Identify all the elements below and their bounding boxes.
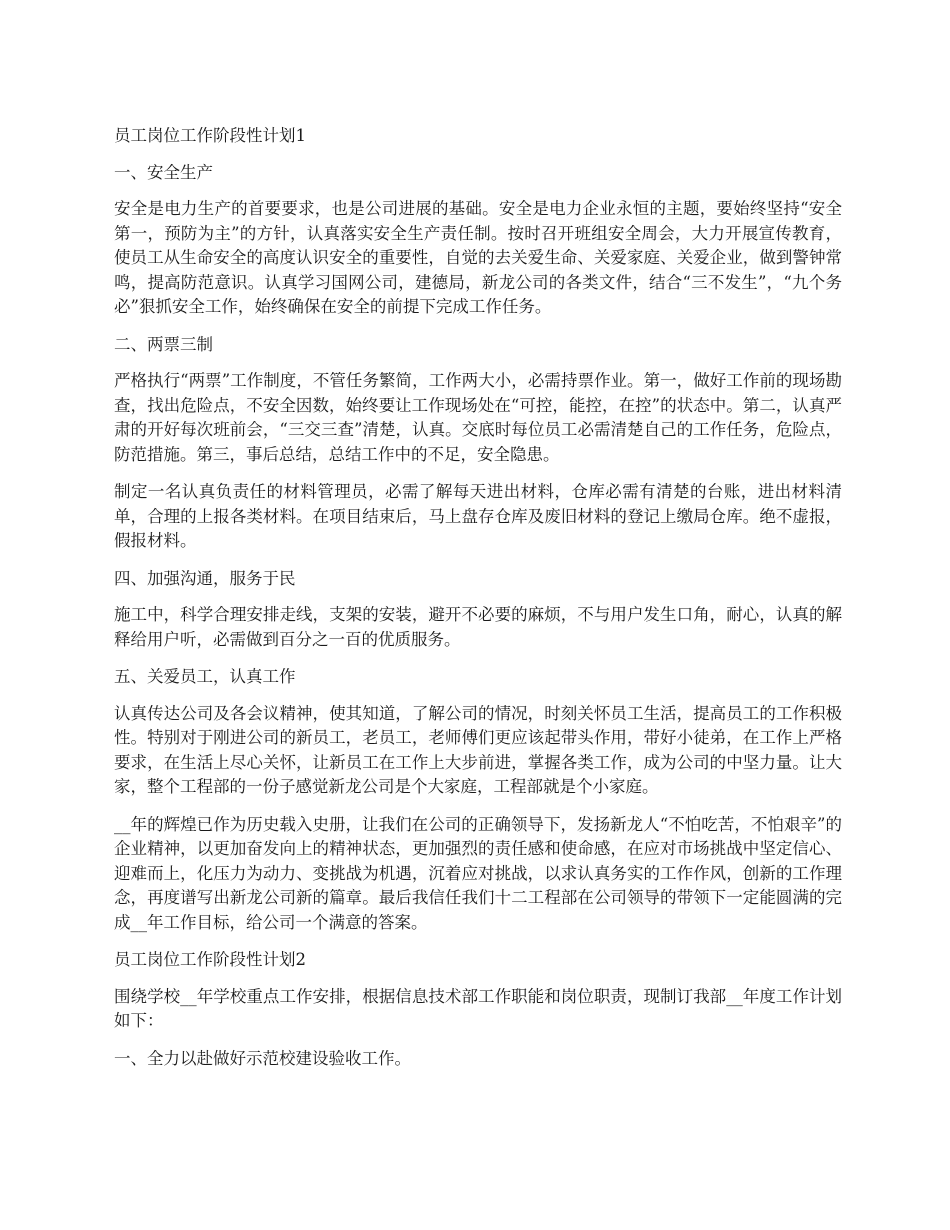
document-title-1: 员工岗位工作阶段性计划1: [114, 126, 306, 145]
document-title-2: 员工岗位工作阶段性计划2: [114, 950, 306, 969]
paragraph-materials: 制定一名认真负责任的材料管理员，必需了解每天进出材料，仓库必需有清楚的台账，进出材料清单，合理的上报各类材料。在项目结束后，马上盘存仓库及废旧材料的登记上缴局仓库。绝不虚报，假报材料。: [114, 482, 842, 550]
paragraph-communication: 施工中，科学合理安排走线，支架的安装，避开不必要的麻烦，不与用户发生口角，耐心，认真的解释给用户听，必需做到百分之一百的优质服务。: [114, 605, 842, 649]
paragraph-plan-intro: 围绕学校__年学校重点工作安排，根据信息技术部工作职能和岗位职责，现制订我部__年度工作计划如下：: [114, 986, 842, 1030]
document-page: [114, 124, 842, 1083]
section-heading-demo-school: 一、全力以赴做好示范校建设验收工作。: [114, 1048, 411, 1068]
paragraph-two-tickets: 严格执行“两票”工作制度，不管任务繁简，工作两大小，必需持票作业。第一，做好工作前的现场勘查，找出危险点，不安全因数，始终要让工作现场处在“可控，能控，在控”的状态中。第二，认真严肃的开好每次班前会，“三交三查”清楚，认真。交底时每位员工必需清楚自己的工作任务，危险点，防范措施。第三，事后总结，总结工作中的不足，安全隐患。: [114, 371, 842, 464]
section-heading-safety: 一、安全生产: [114, 162, 213, 182]
paragraph-safety: 安全是电力生产的首要要求，也是公司进展的基础。安全是电力企业永恒的主题，要始终坚持“安全第一，预防为主”的方针，认真落实安全生产责任制。按时召开班组安全周会，大力开展宣传教育，使员工从生命安全的高度认识安全的重要性，自觉的去关爱生命、关爱家庭、关爱企业，做到警钟常鸣，提高防范意识。认真学习国网公司，建德局，新龙公司的各类文件，结合“三不发生”，“九个务必”狠抓安全工作，始终确保在安全的前提下完成工作任务。: [114, 199, 842, 316]
paragraph-care-employees: 认真传达公司及各会议精神，使其知道，了解公司的情况，时刻关怀员工生活，提高员工的工作积极性。特别对于刚进公司的新员工，老员工，老师傅们更应该起带头作用，带好小徒弟，在工作上严格要求，在生活上尽心关怀，让新员工在工作上大步前进，掌握各类工作，成为公司的中坚力量。让大家，整个工程部的一份子感觉新龙公司是个大家庭，工程部就是个小家庭。: [114, 703, 842, 796]
paragraph-conclusion: __年的辉煌已作为历史载入史册，让我们在公司的正确领导下，发扬新龙人“不怕吃苦，不怕艰辛”的企业精神，以更加奋发向上的精神状态，更加强烈的责任感和使命感，在应对市场挑战中坚定信心、迎难而上，化压力为动力、变挑战为机遇，沉着应对挑战，以求认真务实的工作作风，创新的工作理念，再度谱写出新龙公司新的篇章。最后我信任我们十二工程部在公司领导的带领下一定能圆满的完成__年工作目标，给公司一个满意的答案。: [114, 814, 842, 932]
section-heading-two-tickets: 二、两票三制: [114, 334, 213, 354]
section-heading-communication: 四、加强沟通，服务于民: [114, 568, 296, 588]
section-heading-care-employees: 五、关爱员工，认真工作: [114, 667, 296, 686]
